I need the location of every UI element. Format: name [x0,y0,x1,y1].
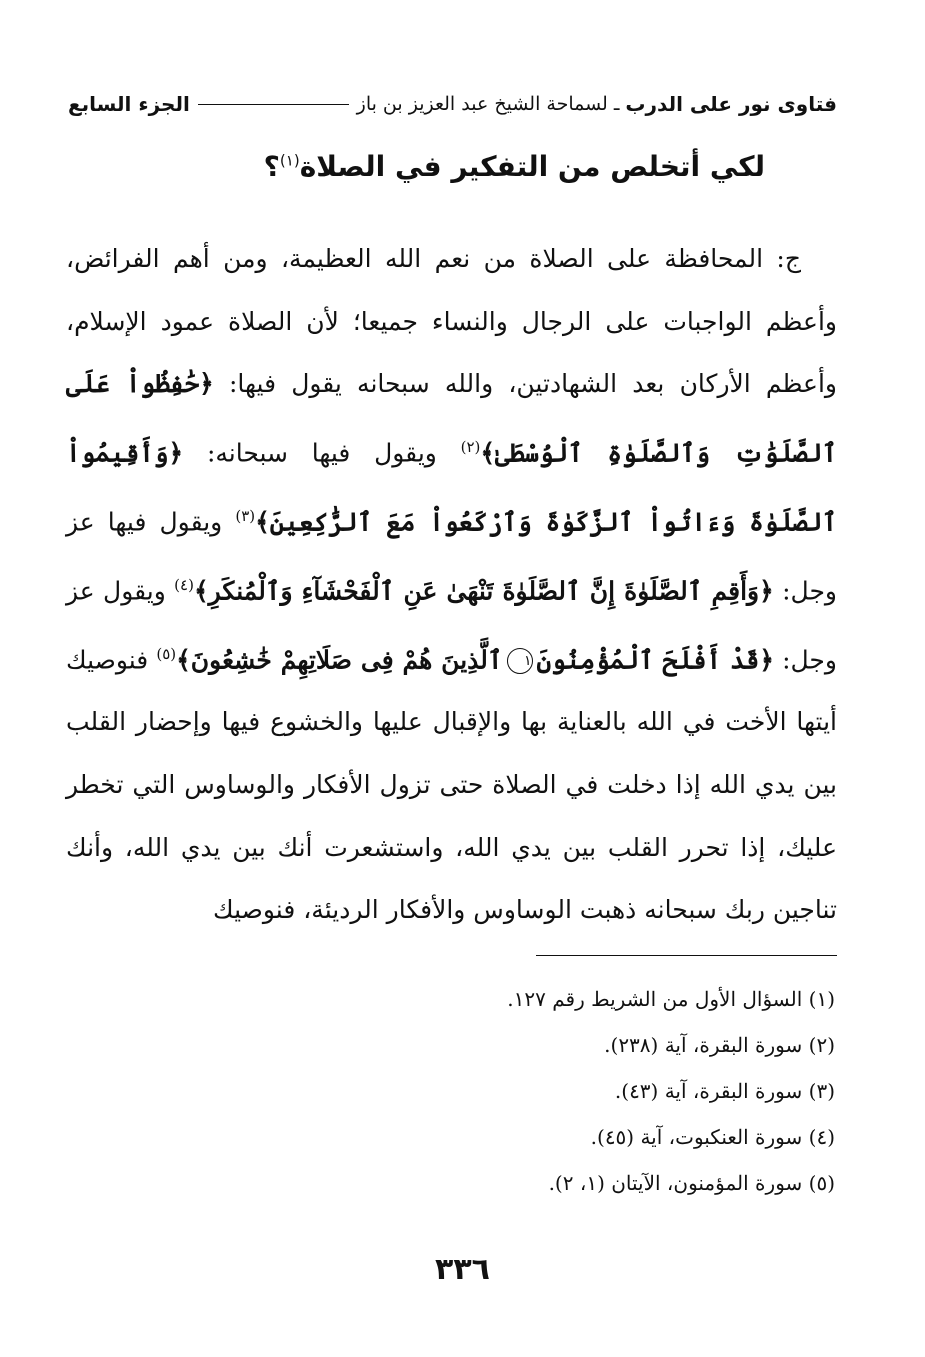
volume-label: الجزء السابع [68,92,190,116]
footnote-ref: (٣) [235,506,256,525]
running-header [68,86,837,122]
quran-verse: قَدْ أَفْلَحَ ٱلْمُؤْمِنُونَ [536,644,760,674]
book-title: فتاوى نور على الدرب [625,92,837,116]
answer-text: ويقول فيها سبحانه: [206,438,437,468]
footnote-item: (٥) سورة المؤمنون، الآيتان (١، ٢). [548,1171,835,1195]
footnote-ref: (٢) [460,437,481,456]
footnote-ref: (٥) [156,644,177,663]
footnote-item: (٤) سورة العنكبوت، آية (٤٥). [590,1125,835,1149]
answer-text: ويقول عز وجل: [66,575,837,674]
quran-close-bracket: ﴾ [255,507,270,537]
question-title [264,150,765,183]
answer-body [66,228,837,942]
ayah-number-mark: ١ [507,648,533,674]
quran-open-bracket: ﴿ [199,369,214,399]
answer-paragraph: ج: المحافظة على الصلاة من نعم الله العظيمة، ومن أهم الفرائض، وأعظم الواجبات على الرجال والنساء جميعا؛ لأن الصلاة عمود الإسلام، وأعظم الأركان بعد الشهادتين، والله سبحانه يقول فيها: [66,244,837,399]
quran-open-bracket: ﴿ [759,644,774,674]
quran-open-bracket: ﴿ [168,438,184,468]
footnotes [200,976,835,1206]
header-rule [198,104,349,105]
quran-verse: حَٰفِظُواْ عَلَى ٱلصَّلَوَٰتِ وَٱلصَّلَوٰةِ ٱلْوُسْطَىٰ [66,369,838,468]
quran-open-bracket: ﴿ [759,575,774,605]
footnote-item: (٢) سورة البقرة، آية (٢٣٨). [604,1033,835,1057]
page-number: ٣٣٦ [435,1252,490,1287]
footnote-item: (١) السؤال الأول من الشريط رقم ١٢٧. [507,987,835,1011]
question-mark: ؟ [263,150,280,183]
footnote-ref: (٤) [174,575,194,594]
footnote-ref: (١) [279,151,300,170]
question-text: لكي أتخلص من التفكير في الصلاة [299,150,765,183]
quran-verse: وَأَقِيمُواْ ٱلصَّلَوٰةَ وَءَاتُواْ ٱلزَّكَوٰةَ وَٱرْكَعُواْ مَعَ ٱلرَّٰكِعِينَ [66,438,837,537]
quran-close-bracket: ﴾ [193,575,209,605]
author-name: لسماحة الشيخ عبد العزيز بن باز [356,93,608,115]
quran-close-bracket: ﴾ [176,644,191,674]
quran-verse: ٱلَّذِينَ هُمْ فِى صَلَاتِهِمْ خَٰشِعُونَ [190,644,503,674]
header-separator: ـ [613,93,620,115]
footnote-item: (٣) سورة البقرة، آية (٤٣). [614,1079,835,1103]
quran-verse: وَأَقِمِ ٱلصَّلَوٰةَ إِنَّ ٱلصَّلَوٰةَ تَنْهَىٰ عَنِ ٱلْفَحْشَآءِ وَٱلْمُنكَرِ [208,575,760,605]
footnote-separator [536,955,837,956]
quran-close-bracket: ﴾ [480,438,496,468]
answer-text: ويقول فيها عز وجل: [66,507,837,605]
answer-text: فنوصيك أيتها الأخت في الله بالعناية بها والإقبال عليها والخشوع فيها وإحضار القلب بين يدي الله إذا دخلت في الصلاة حتى تزول الأفكار والوساوس التي تخطر عليك، إذا تحرر القلب بين يدي الله، واستشعرت أنك بين يدي الله، وأنك تناجين ربك سبحانه ذهبت الوساوس والأفكار الرديئة، فنوصيك [66,644,837,925]
